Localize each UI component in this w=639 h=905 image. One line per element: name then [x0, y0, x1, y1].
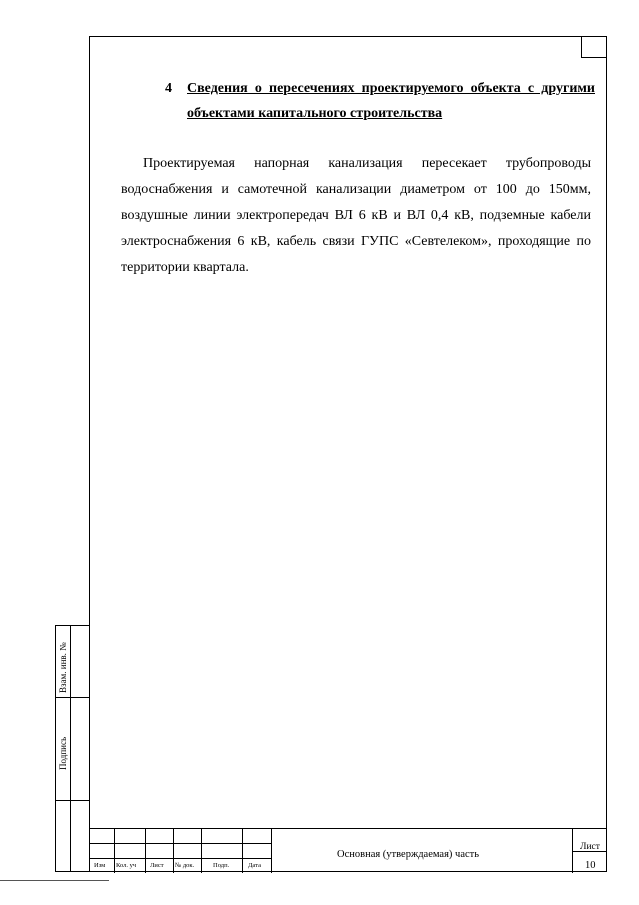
vzam-inv-label: Взам. инв. №: [58, 642, 68, 693]
title-block-row-line: [89, 843, 271, 844]
title-block-row-line: [89, 858, 271, 859]
title-block-col-line: [271, 829, 272, 873]
title-block: [89, 828, 607, 872]
col-list: Лист: [150, 862, 164, 869]
title-block-col-line: [201, 829, 202, 873]
body-paragraph: Проектируемая напорная канализация пересекает трубопроводы водоснабжения и самотечной канализации диаметром от 100 до 150мм, воздушные линии электропередач ВЛ 6 кВ и ВЛ 0,4 кВ, подземные кабели электроснабжения 6 кВ, кабель связи ГУПС «Севтелеком», проходящие по территории квартала.: [121, 156, 591, 275]
section-title: Сведения о пересечениях проектируемого объекта с другими объектами капитального строительства: [187, 81, 595, 121]
scan-edge-line: [0, 880, 109, 881]
col-izm: Изм: [94, 862, 106, 869]
document-name: Основная (утверждаемая) часть: [337, 849, 480, 860]
section-number: 4: [165, 81, 172, 96]
col-podp: Подп.: [213, 862, 230, 869]
sheet-divider: [572, 851, 607, 852]
podpis-label: Подпись: [58, 736, 68, 770]
title-block-col-line: [242, 829, 243, 873]
col-n-dok: № док.: [175, 862, 195, 869]
side-stamp-divider: [55, 800, 89, 801]
title-block-col-line: [114, 829, 115, 873]
sheet-number: 10: [585, 860, 596, 871]
corner-box: [581, 36, 607, 58]
title-block-col-line: [173, 829, 174, 873]
title-block-col-line: [145, 829, 146, 873]
sheet-label: Лист: [580, 842, 600, 852]
col-data: Дата: [248, 862, 261, 869]
col-kol-uch: Кол. уч: [116, 862, 137, 869]
side-stamp-divider: [55, 697, 89, 698]
